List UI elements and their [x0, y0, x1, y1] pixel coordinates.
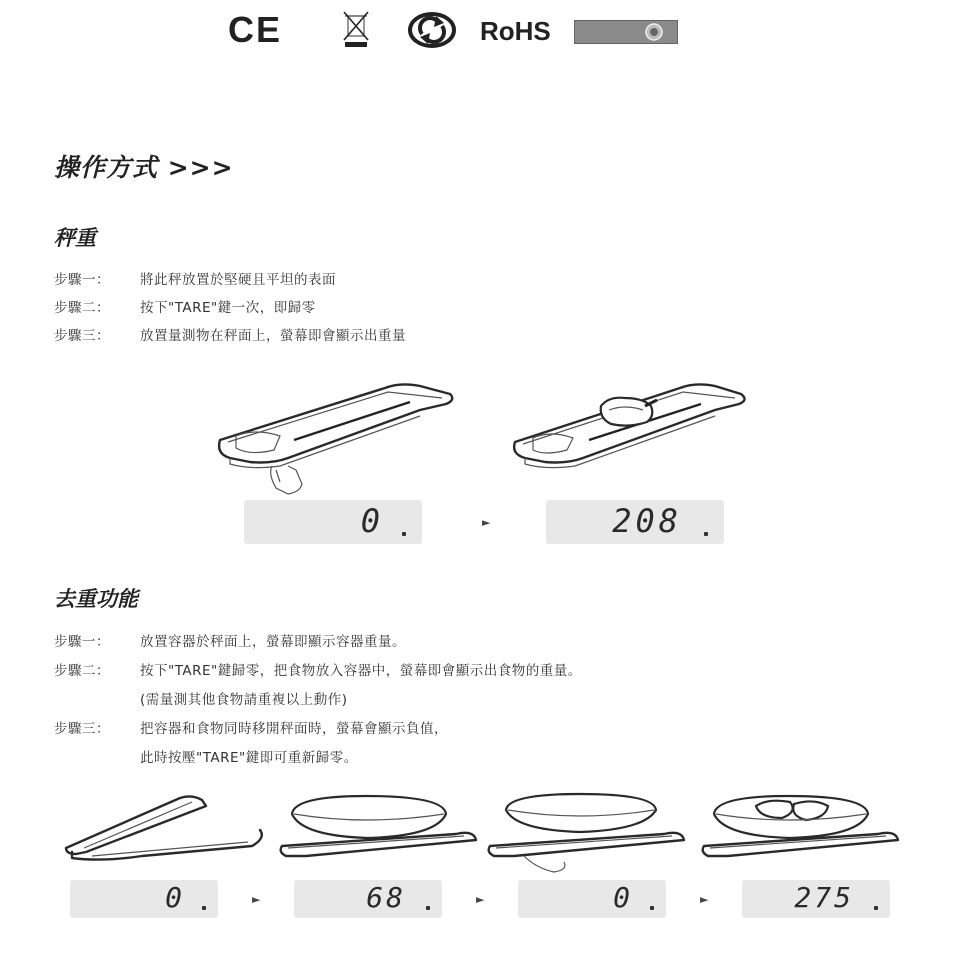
tare-display-4: 275 — [742, 880, 890, 918]
tare-step-1: 步驟一： 放置容器於秤面上，螢幕即顯示容器重量。 — [54, 634, 406, 650]
page-title: 操作方式 >>> — [54, 153, 234, 182]
tare-illustration-empty — [62, 790, 272, 870]
tare-display-3: 0 — [518, 880, 666, 918]
arrow-icon: ► — [700, 893, 709, 906]
weighing-display-after: 208 — [546, 500, 724, 544]
weighing-step-3: 步驟三： 放置量測物在秤面上，螢幕即會顯示出重量 — [54, 328, 406, 344]
tare-display-2: 68 — [294, 880, 442, 918]
arrow-icon: ► — [476, 893, 485, 906]
section-heading-weighing: 秤重 — [54, 226, 96, 250]
tare-illustration-bowl — [276, 790, 490, 870]
scale-illustration-with-food — [505, 370, 765, 480]
tare-display-1: 0 — [70, 880, 218, 918]
cert-plate — [574, 20, 678, 44]
weee-bin-icon — [340, 10, 372, 48]
tare-illustration-food — [698, 790, 912, 870]
tare-step-3: 步驟三： 把容器和食物同時移開秤面時，螢幕會顯示負值， — [54, 721, 448, 737]
tare-step-2-note: (需量測其他食物請重複以上動作) — [140, 692, 348, 708]
rohs-mark: RoHS — [480, 16, 551, 46]
recycle-icon — [408, 12, 456, 48]
tare-step-3-cont: 此時按壓"TARE"鍵即可重新歸零。 — [140, 750, 358, 766]
section-heading-tare: 去重功能 — [54, 587, 138, 611]
weighing-step-1: 步驟一： 將此秤放置於堅硬且平坦的表面 — [54, 272, 336, 288]
ce-mark: CE — [228, 9, 283, 50]
arrow-icon: ► — [482, 516, 491, 529]
tare-illustration-lift — [484, 790, 698, 880]
tare-step-2: 步驟二： 按下"TARE"鍵歸零，把食物放入容器中，螢幕即會顯示出食物的重量。 — [54, 663, 582, 679]
seal-icon — [643, 22, 665, 42]
scale-illustration-empty — [210, 370, 470, 500]
weighing-display-before: 0 — [244, 500, 422, 544]
weighing-step-2: 步驟二： 按下"TARE"鍵一次，即歸零 — [54, 300, 316, 316]
arrow-icon: ► — [252, 893, 261, 906]
